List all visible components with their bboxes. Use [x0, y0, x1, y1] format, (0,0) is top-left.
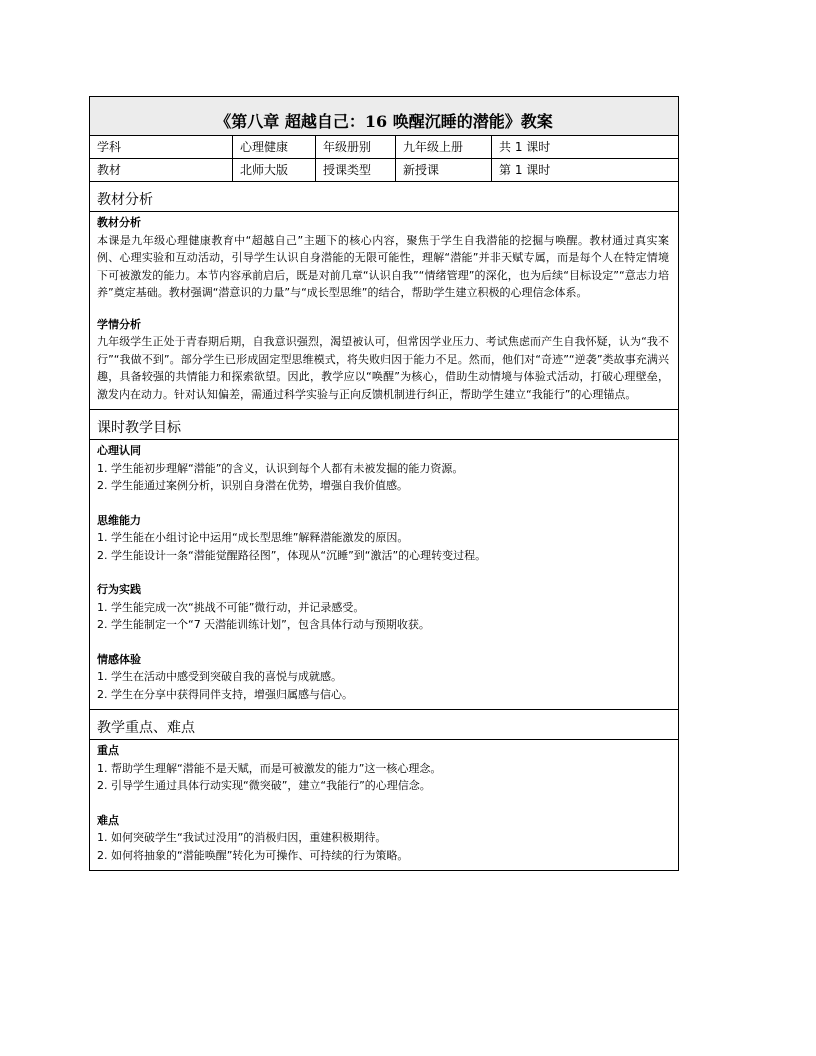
focus-title: 重点	[97, 744, 119, 757]
objective-group-title: 行为实践	[97, 583, 141, 596]
objective-item: 2. 学生在分享中获得同伴支持，增强归属感与信心。	[97, 687, 353, 701]
focus-item: 1. 帮助学生理解“潜能不是天赋，而是可被激发的能力”这一核心理念。	[97, 761, 442, 775]
textbook-label: 教材	[90, 159, 233, 181]
objective-item: 2. 学生能通过案例分析，识别自身潜在优势，增强自我价值感。	[97, 479, 408, 492]
subject-label: 学科	[90, 136, 233, 158]
objective-item: 1. 学生能初步理解“潜能”的含义，认识到每个人都有未被发掘的能力资源。	[97, 461, 464, 475]
objective-group-title: 情感体验	[97, 652, 141, 666]
student-analysis-text: 九年级学生正处于青春期后期，自我意识强烈，渴望被认可，但常因学业压力、考试焦虑而产生自我怀疑，认为“我不行”“我做不到”。部分学生已形成固定型思维模式，将失败归因于能力不足。然而，他们对“奇迹”“逆袭”类故事充满兴趣，具备较强的共情能力和探索欲望。因此，教学应以“唤醒”为核心，借助生动情境与体验式活动，打破心理壁垒，激发内在动力。针对认知偏差，需通过科学实验与正向反馈机制进行纠正，帮助学生建立“我能行”的心理锚点。	[97, 335, 669, 401]
grade-label: 年级册别	[316, 136, 396, 158]
document-title: 《第八章 超越自己：16 唤醒沉睡的潜能》教案	[90, 97, 678, 136]
objective-group-title: 心理认同	[97, 444, 141, 457]
subject-value: 心理健康	[233, 136, 316, 158]
objective-item: 1. 学生在活动中感受到突破自我的喜悦与成就感。	[97, 670, 342, 683]
section-body-objectives	[90, 440, 678, 710]
objective-item: 1. 学生能完成一次“挑战不可能”微行动，并记录感受。	[97, 600, 365, 614]
focus-item: 2. 引导学生通过具体行动实现“微突破”，建立“我能行”的心理信念。	[97, 779, 431, 792]
objective-item: 2. 学生能设计一条“潜能觉醒路径图”，体现从“沉睡”到“激活”的心理转变过程。	[97, 548, 487, 562]
grade-value: 九年级上册	[396, 136, 492, 158]
material-analysis-title: 教材分析	[97, 216, 141, 229]
difficulty-title: 难点	[97, 813, 119, 827]
info-row-2	[90, 159, 678, 182]
lesson-type-value: 新授课	[396, 159, 492, 181]
difficulty-item: 2. 如何将抽象的“潜能唤醒”转化为可操作、可持续的行为策略。	[97, 848, 409, 862]
section-heading-analysis: 教材分析	[90, 182, 678, 212]
current-hour: 第 1 课时	[499, 163, 551, 177]
textbook-value: 北师大版	[233, 159, 316, 181]
section-body-keypoints	[90, 740, 678, 870]
objective-item: 1. 学生能在小组讨论中运用“成长型思维”解释潜能激发的原因。	[97, 531, 409, 544]
lesson-plan-table	[89, 96, 679, 871]
lesson-type-label: 授课类型	[316, 159, 396, 181]
info-row-1	[90, 136, 678, 159]
material-analysis-text: 本课是九年级心理健康教育中“超越自己”主题下的核心内容，聚焦于学生自我潜能的挖掘与唤醒。教材通过真实案例、心理实验和互动活动，引导学生认识自身潜能的无限可能性，理解“潜能”并非天赋专属，而是每个人在特定情境下可被激发的能力。本节内容承前启后，既是对前几章“认识自我”“情绪管理”的深化，也为后续“目标设定”“意志力培养”奠定基础。教材强调“潜意识的力量”与“成长型思维”的结合，帮助学生建立积极的心理信念体系。	[97, 233, 669, 299]
section-body-analysis	[90, 212, 678, 410]
student-analysis-title: 学情分析	[97, 317, 141, 331]
objective-group-title: 思维能力	[97, 513, 141, 527]
section-heading-objectives: 课时教学目标	[90, 410, 678, 440]
difficulty-item: 1. 如何突破学生“我试过没用”的消极归因，重建积极期待。	[97, 831, 387, 844]
objective-item: 2. 学生能制定一个“7 天潜能训练计划”，包含具体行动与预期收获。	[97, 618, 430, 631]
total-hours: 共 1 课时	[499, 140, 551, 154]
section-heading-keypoints: 教学重点、难点	[90, 710, 678, 740]
